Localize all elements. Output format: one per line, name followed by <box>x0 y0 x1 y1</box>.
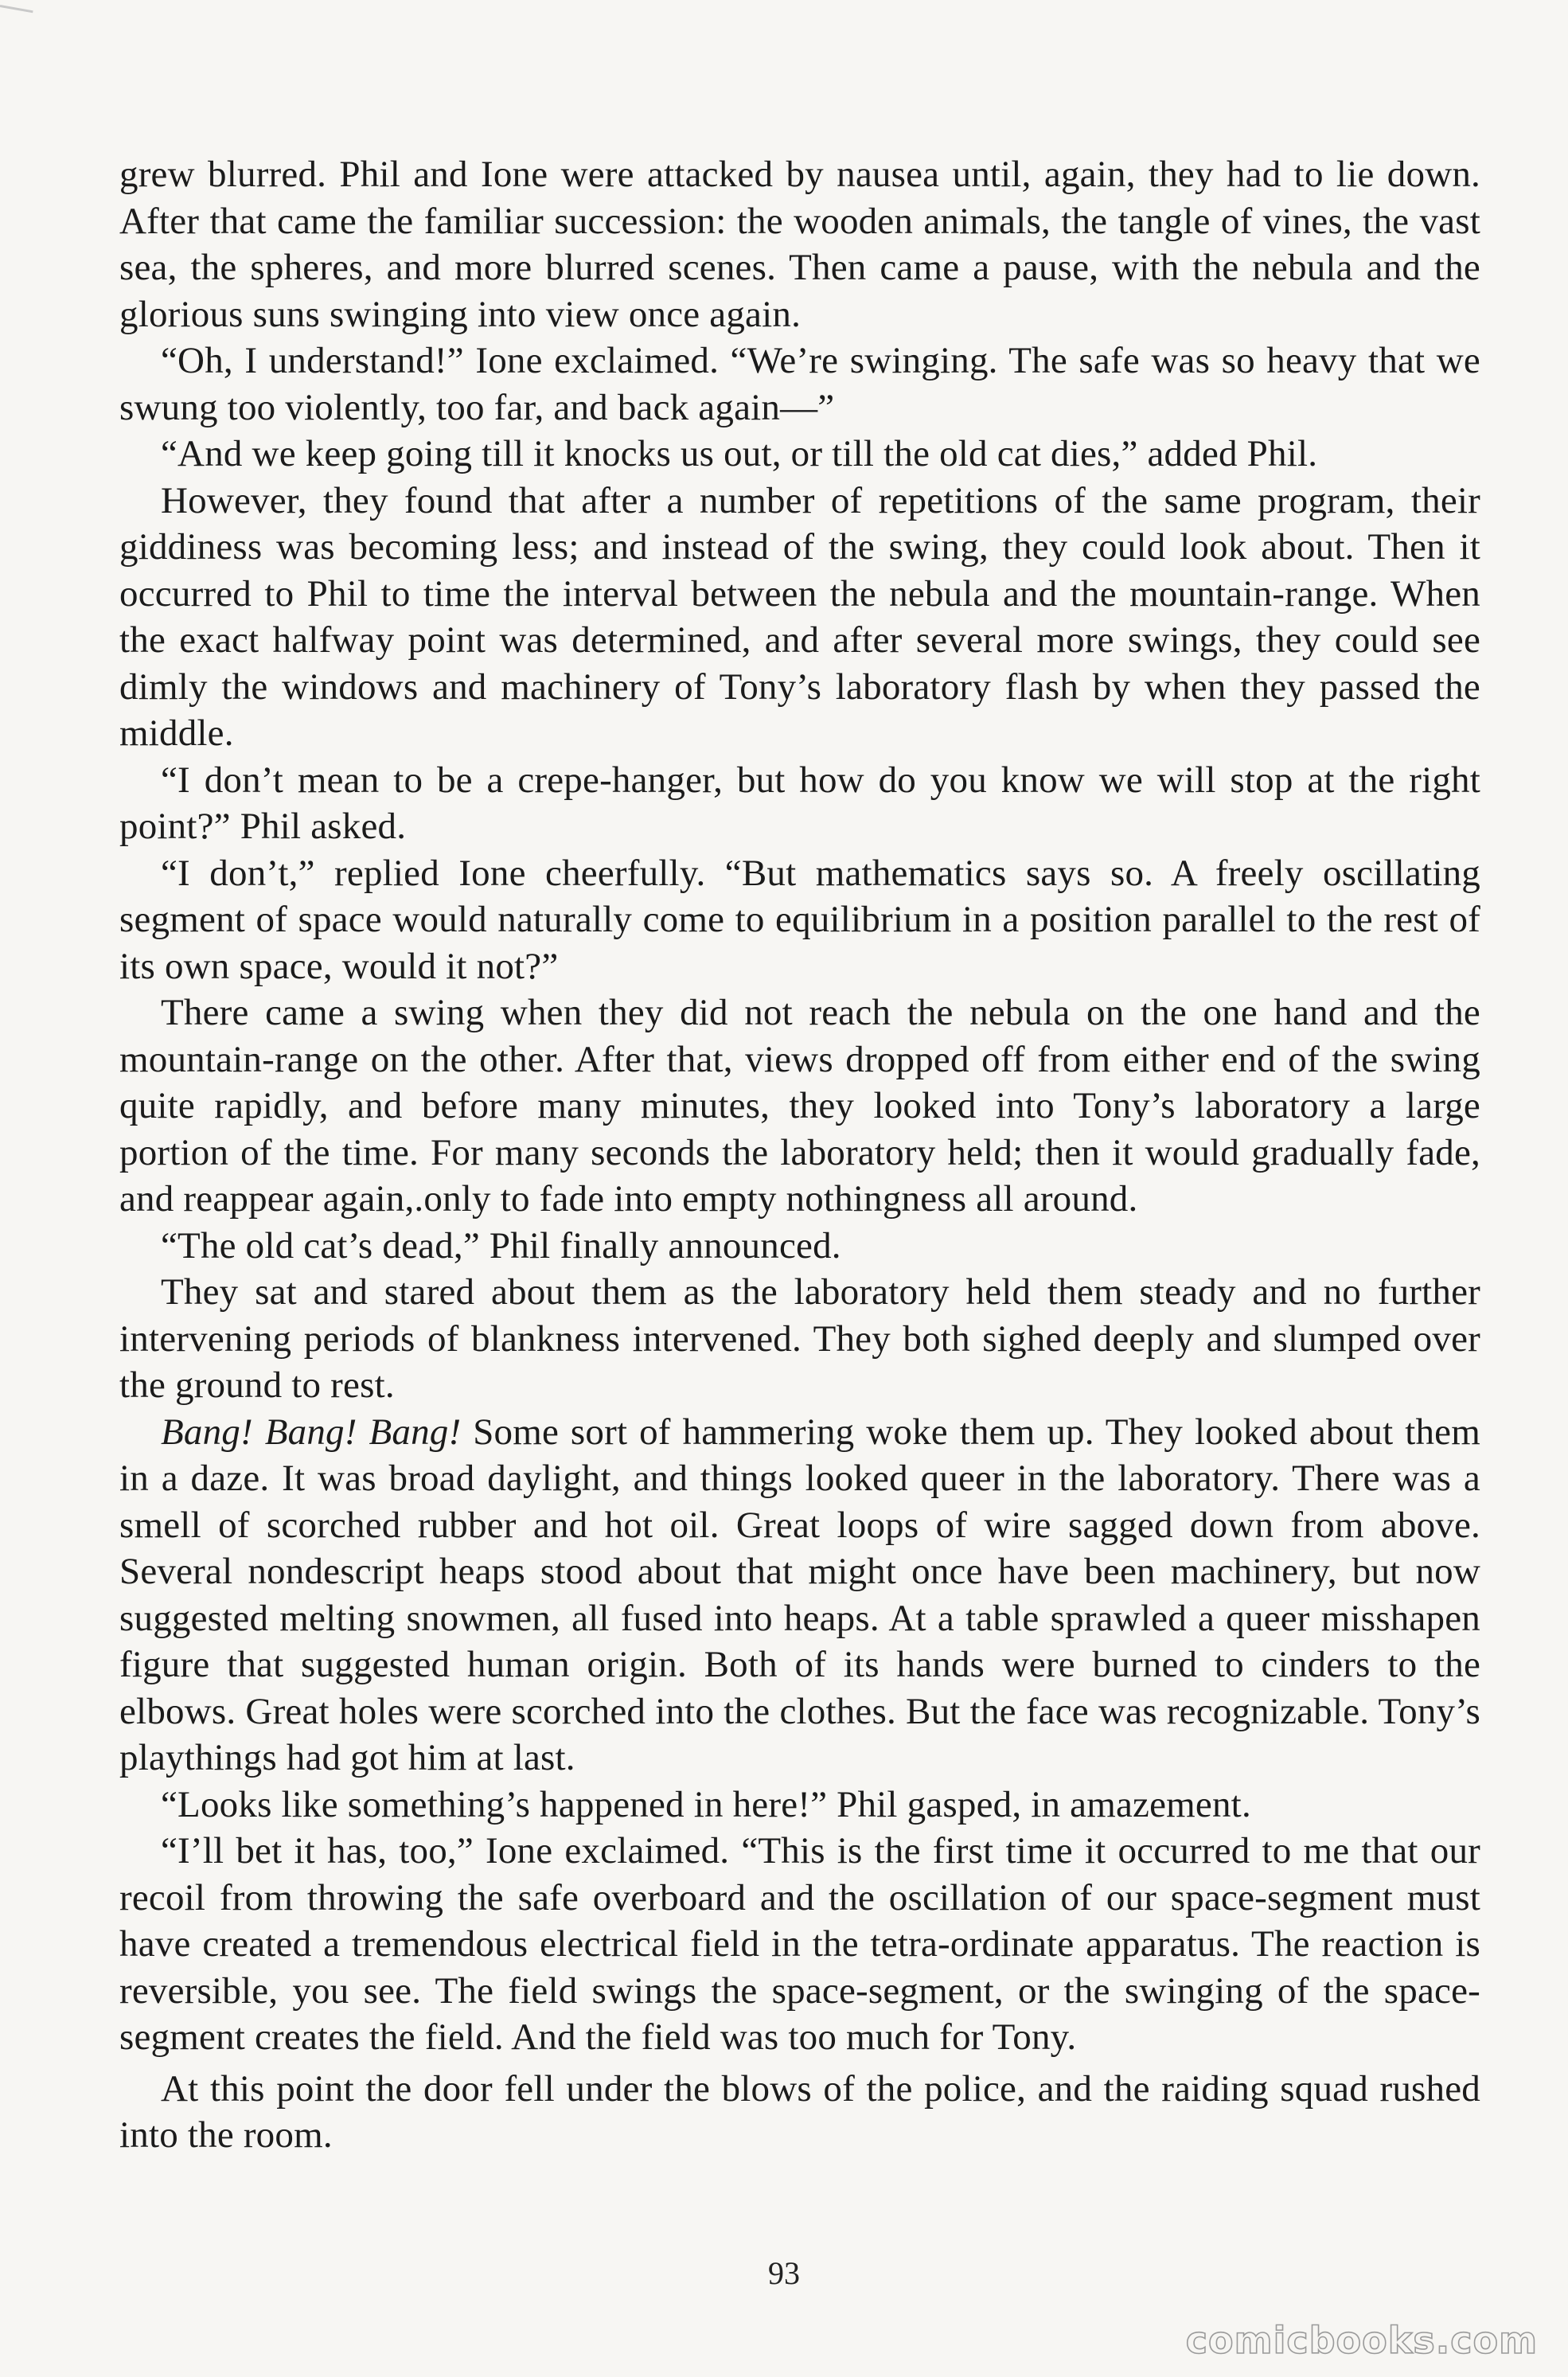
paragraph-text: “I don’t mean to be a crepe-hanger, but how do you know we will stop at the right point?” Phil asked. <box>119 759 1480 847</box>
paragraph-text: “Oh, I understand!” Ione exclaimed. “We’re swinging. The safe was so heavy that we swung too violently, too far, and back again—” <box>119 340 1480 428</box>
paragraph-text: “Looks like something’s happened in here!” Phil gasped, in amazement. <box>161 1783 1251 1825</box>
paragraph-text: “And we keep going till it knocks us out, or till the old cat dies,” added Phil. <box>161 433 1318 474</box>
paragraph-text: grew blurred. Phil and Ione were attacked by nausea until, again, they had to lie down. After that came the familiar succession: the wooden animals, the tangle of vines, the vast sea, the spheres, and more blurred scenes. Then came a pause, with the nebula and the glorious suns swinging into view once again. <box>119 154 1480 335</box>
paragraph-10 <box>119 1409 1480 1782</box>
paragraph-text: Some sort of hammering woke them up. They looked about them in a daze. It was broad daylight, and things looked queer in the laboratory. There was a smell of scorched rubber and hot oil. Great loops of wire sagged down from above. Several nondescript heaps stood about that might once have been machinery, but now suggested melting snowmen, all fused into heaps. At a table sprawled a queer misshapen figure that suggested human origin. Both of its hands were burned to cinders to the elbows. Great holes were scorched into the clothes. But the face was recognizable. Tony’s playthings had got him at last. <box>119 1411 1481 1778</box>
watermark: comicbooks.com <box>1185 2319 1538 2362</box>
paragraph-1 <box>119 151 1480 338</box>
paragraph-text: “The old cat’s dead,” Phil finally announced. <box>161 1224 841 1267</box>
paragraph-text: They sat and stared about them as the laboratory held them steady and no further intervening periods of blankness intervened. They both sighed deeply and slumped over the ground to rest. <box>119 1271 1480 1406</box>
paragraph-7 <box>119 989 1480 1223</box>
paragraph-9 <box>119 1269 1480 1409</box>
page-number: 93 <box>768 2255 800 2291</box>
paragraph-text: At this point the door fell under the blows of the police, and the raiding squad rushed into the room. <box>119 2067 1480 2156</box>
paragraph-text: “I don’t,” replied Ione cheerfully. “But mathematics says so. A freely oscillating segment of space would naturally come to equilibrium in a position parallel to the rest of its own space, would it not?” <box>119 852 1480 987</box>
page-body <box>119 151 1480 2159</box>
scan-artifact-mark <box>0 5 33 13</box>
paragraph-13 <box>119 2066 1480 2159</box>
paragraph-italic-lead: Bang! Bang! Bang! <box>161 1411 462 1453</box>
paragraph-8 <box>119 1223 1480 1270</box>
paragraph-12 <box>119 1828 1480 2061</box>
paragraph-text: “I’ll bet it has, too,” Ione exclaimed. “This is the first time it occurred to me that our recoil from throwing the safe overboard and the oscillation of our space-segment must have created a tremendous electrical field in the tetra-ordinate apparatus. The reaction is reversible, you see. The field swings the space-segment, or the swinging of the space-segment creates the field. And the field was too much for Tony. <box>119 1830 1480 2058</box>
paragraph-3 <box>119 431 1480 478</box>
paragraph-11 <box>119 1782 1480 1829</box>
paragraph-text: There came a swing when they did not reach the nebula on the one hand and the mountain-range on the other. After that, views dropped off from either end of the swing quite rapidly, and before many minutes, they looked into Tony’s laboratory a large portion of the time. For many seconds the laboratory held; then it would gradually fade, and reappear again,.only to fade into empty nothingness all around. <box>119 992 1480 1220</box>
paragraph-5 <box>119 757 1480 850</box>
paragraph-4 <box>119 478 1480 757</box>
paragraph-2 <box>119 338 1480 431</box>
paragraph-text: However, they found that after a number of repetitions of the same program, their giddiness was becoming less; and instead of the swing, they could look about. Then it occurred to Phil to time the interval between the nebula and the mountain-range. When the exact halfway point was determined, and after several more swings, they could see dimly the windows and machinery of Tony’s laboratory flash by when they passed the middle. <box>119 479 1480 754</box>
paragraph-6 <box>119 850 1480 990</box>
